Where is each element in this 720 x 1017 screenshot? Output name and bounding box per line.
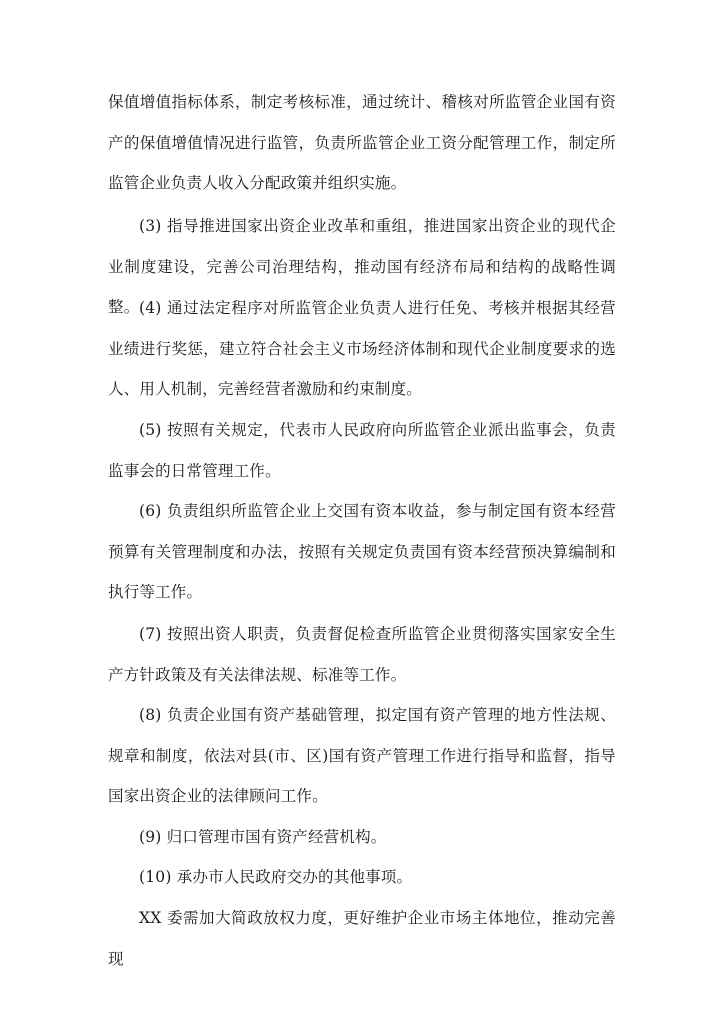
paragraph-continuation: 保值增值指标体系，制定考核标准，通过统计、稽核对所监管企业国有资产的保值增值情况进行监管，负责所监管企业工资分配管理工作，制定所监管企业负责人收入分配政策并组织实施。 — [108, 93, 616, 192]
paragraph-closing: XX 委需加大简政放权力度，更好维护企业市场主体地位，推动完善现 — [108, 909, 616, 968]
paragraph-item-4: (4) 通过法定程序对所监管企业负责人进行任免、考核并根据其经营业绩进行奖惩，建立符合社会主义市场经济体制和现代企业制度要求的选人、用人机制，完善经营者激励和约束制度。 — [108, 299, 616, 398]
paragraph-item-10: (10) 承办市人民政府交办的其他事项。 — [139, 868, 413, 886]
paragraph-item-7: (7) 按照出资人职责，负责督促检查所监管企业贯彻落实国家安全生产方针政策及有关法律法规、标准等工作。 — [108, 625, 616, 684]
paragraph-item-3: (3) 指导推进国家出资企业改革和重组，推进国家出资企业的现代企业制度建设，完善公司治理结构，推动国有经济布局和结构的战略性调整。 — [108, 217, 616, 316]
paragraph-item-6: (6) 负责组织所监管企业上交国有资本收益，参与制定国有资本经营预算有关管理制度和办法，按照有关规定负责国有资本经营预决算编制和执行等工作。 — [108, 502, 616, 601]
paragraph-item-9: (9) 归口管理市国有资产经营机构。 — [139, 828, 387, 846]
paragraph-item-8: (8) 负责企业国有资产基础管理，拟定国有资产管理的地方性法规、规章和制度，依法对县(市、区)国有资产管理工作进行指导和监督，指导国家出资企业的法律顾问工作。 — [108, 706, 616, 805]
paragraph-item-5: (5) 按照有关规定，代表市人民政府向所监管企业派出监事会，负责监事会的日常管理工作。 — [108, 421, 616, 480]
